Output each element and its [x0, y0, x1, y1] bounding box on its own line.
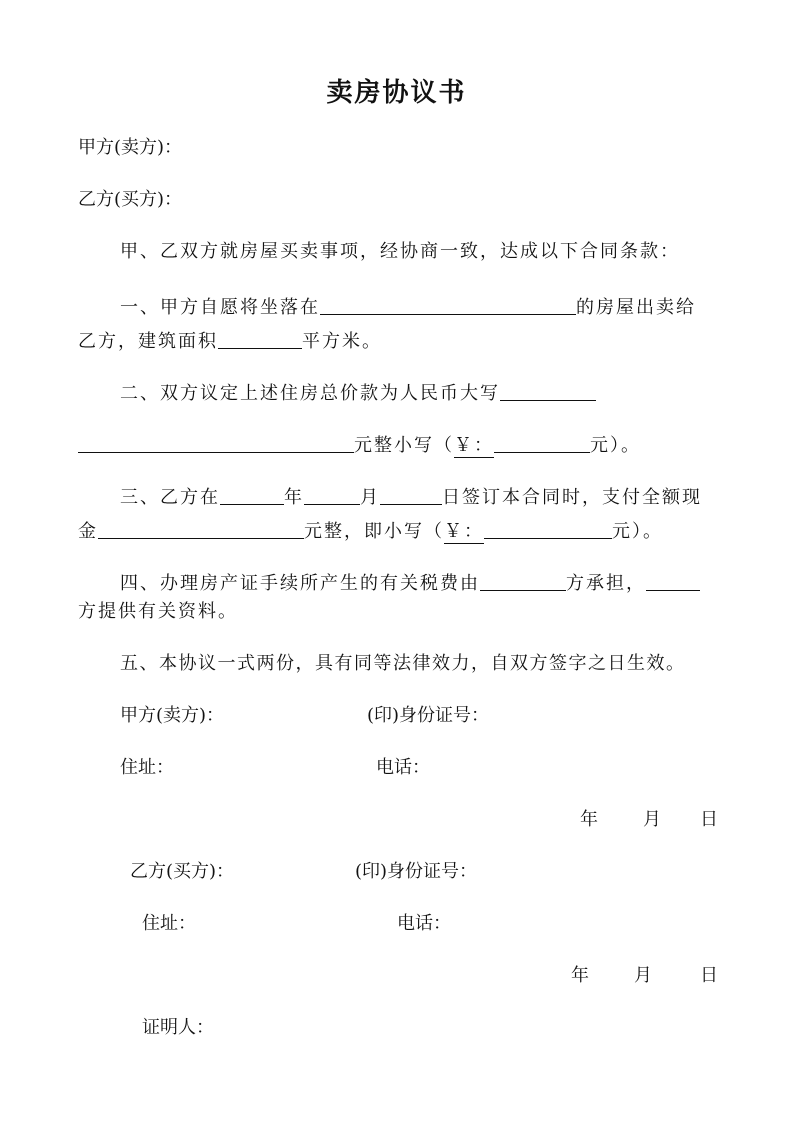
sign-year-field[interactable] — [220, 484, 284, 505]
sign-a-id: (印)身份证号： — [367, 705, 490, 726]
docs-party-field[interactable] — [646, 570, 700, 591]
clause-1-text-c: 乙方，建筑面积 — [78, 331, 218, 352]
document-title: 卖房协议书 — [326, 78, 467, 108]
clause-3-year: 年 — [284, 487, 304, 508]
intro-paragraph: 甲、乙双方就房屋买卖事项，经协商一致，达成以下合同条款： — [120, 241, 680, 262]
cash-number-field[interactable] — [484, 518, 612, 539]
clause-3-text-d: 元整，即小写（ — [304, 521, 444, 542]
clause-3-text-a: 三、乙方在 — [120, 487, 220, 508]
sign-b-party: 乙方(买方)： — [130, 861, 235, 882]
yen-sign-2: ￥： — [444, 521, 484, 542]
party-a-label: 甲方(卖方)： — [78, 137, 183, 158]
sign-a-month: 月 — [643, 809, 661, 830]
party-b-label: 乙方(买方)： — [78, 189, 183, 210]
clause-2-line-1 — [120, 378, 596, 406]
clause-4-text-c: 方提供有关资料。 — [78, 601, 238, 622]
clause-4-line-1 — [120, 568, 700, 596]
sign-b-phone: 电话： — [397, 913, 451, 934]
witness-label: 证明人： — [142, 1017, 214, 1038]
sign-month-field[interactable] — [304, 484, 360, 505]
yen-sign: ￥： — [454, 435, 494, 456]
clause-2-text-b: 元整小写（ — [354, 435, 454, 456]
location-field[interactable] — [320, 294, 576, 315]
clause-3-line-2 — [78, 516, 663, 544]
sign-b-id: (印)身份证号： — [355, 861, 478, 882]
sign-b-year: 年 — [571, 965, 589, 986]
clause-2-text-c: 元）。 — [590, 435, 641, 456]
sign-day-field[interactable] — [380, 484, 442, 505]
sign-b-month: 月 — [634, 965, 652, 986]
sign-b-address: 住址： — [142, 913, 196, 934]
clause-2-text-a: 二、双方议定上述住房总价款为人民币大写 — [120, 383, 500, 404]
clause-1-text-d: 平方米。 — [302, 331, 382, 352]
price-number-field[interactable] — [494, 432, 590, 453]
clause-3-text-e: 元）。 — [612, 521, 663, 542]
clause-3-line-1 — [120, 482, 702, 510]
clause-2-line-2 — [78, 430, 641, 458]
sign-a-year: 年 — [580, 809, 598, 830]
clause-3-text-c: 金 — [78, 521, 98, 542]
sign-a-phone: 电话： — [376, 757, 430, 778]
tax-party-field[interactable] — [480, 570, 566, 591]
price-words-field-1[interactable] — [500, 380, 596, 401]
sign-a-address: 住址： — [120, 757, 174, 778]
clause-4-text-a: 四、办理房产证手续所产生的有关税费由 — [120, 573, 480, 594]
clause-1-line-2 — [78, 326, 382, 354]
sign-a-day: 日 — [700, 809, 718, 830]
clause-3-text-b: 日签订本合同时，支付全额现 — [442, 487, 702, 508]
area-field[interactable] — [218, 328, 302, 349]
clause-1-text-a: 一、甲方自愿将坐落在 — [120, 297, 320, 318]
clause-5: 五、本协议一式两份，具有同等法律效力，自双方签字之日生效。 — [120, 653, 686, 674]
sign-a-party: 甲方(卖方)： — [120, 705, 225, 726]
sign-b-day: 日 — [700, 965, 718, 986]
clause-4-text-b: 方承担， — [566, 573, 646, 594]
clause-1-line-1 — [120, 292, 696, 320]
clause-3-month: 月 — [360, 487, 380, 508]
price-words-field-2[interactable] — [78, 432, 354, 453]
cash-words-field[interactable] — [98, 518, 304, 539]
clause-1-text-b: 的房屋出卖给 — [576, 297, 696, 318]
